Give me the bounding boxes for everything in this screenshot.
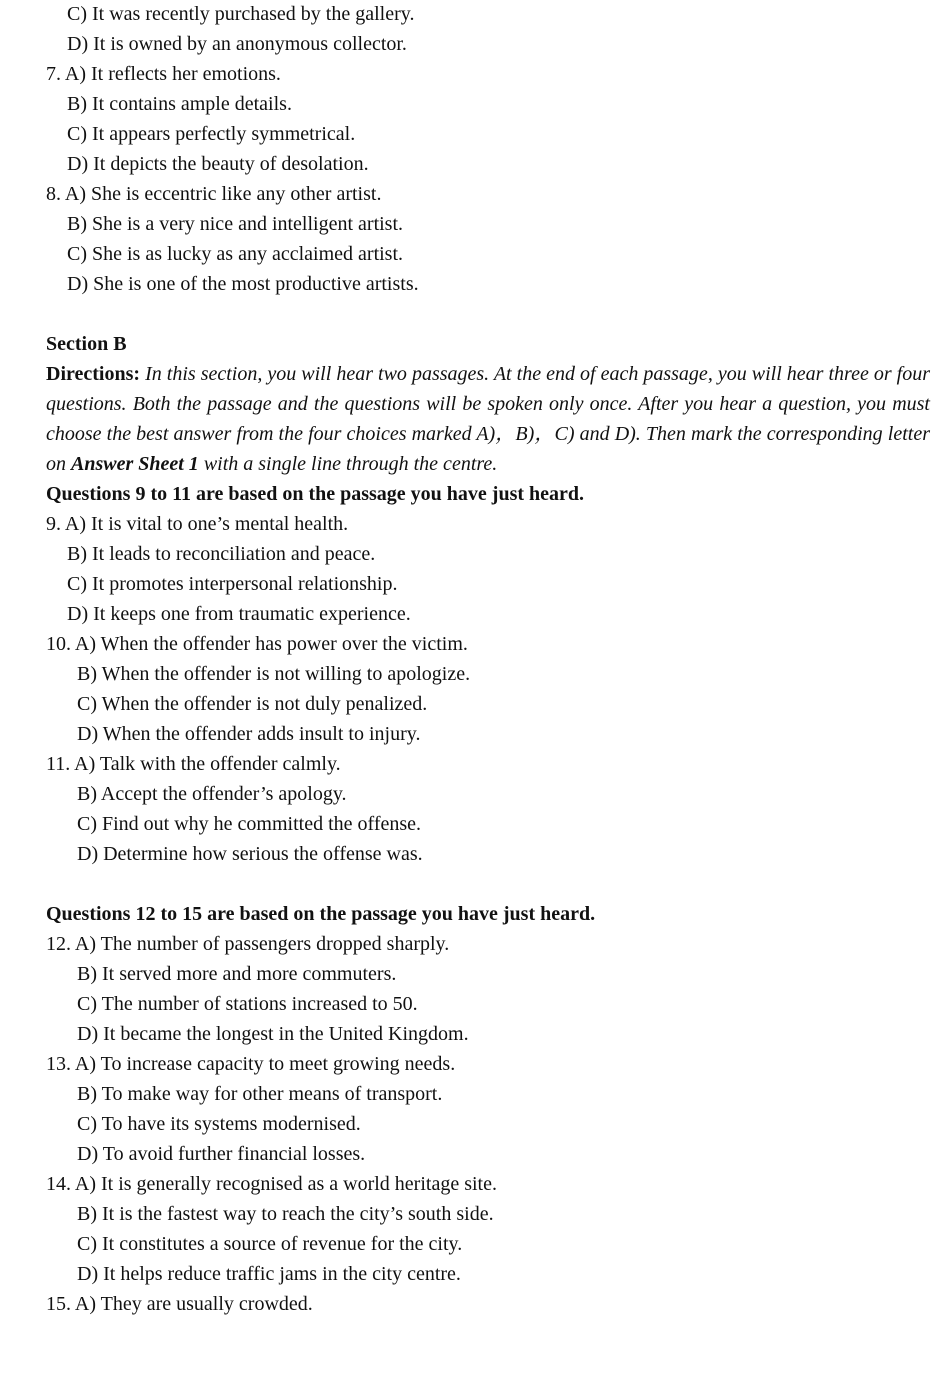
question-12-option-b: B) It served more and more commuters. [77, 963, 397, 985]
question-9-option-c: C) It promotes interpersonal relationship. [67, 573, 398, 595]
question-10-option-a: 10. A) When the offender has power over the victim. [46, 633, 468, 655]
section-title: Section B [46, 333, 127, 355]
question-10-option-c: C) When the offender is not duly penalized. [77, 693, 428, 715]
group-heading-12-15: Questions 12 to 15 are based on the passage you have just heard. [46, 903, 596, 925]
directions-paragraph [46, 359, 930, 479]
question-15-option-a: 15. A) They are usually crowded. [46, 1293, 313, 1315]
question-7-option-c: C) It appears perfectly symmetrical. [67, 123, 356, 145]
question-10-option-b: B) When the offender is not willing to apologize. [77, 663, 471, 685]
question-8-option-b: B) She is a very nice and intelligent artist. [67, 213, 404, 235]
question-11-option-d: D) Determine how serious the offense was. [77, 843, 423, 865]
question-8-option-a: 8. A) She is eccentric like any other artist. [46, 183, 382, 205]
exam-page [46, 0, 930, 1319]
question-9-option-b: B) It leads to reconciliation and peace. [67, 543, 376, 565]
directions-text-end: with a single line through the centre. [203, 453, 498, 475]
question-11-option-c: C) Find out why he committed the offense. [77, 813, 422, 835]
option-6d: D) It is owned by an anonymous collector. [67, 33, 407, 55]
question-12-option-c: C) The number of stations increased to 50. [77, 993, 418, 1015]
group-heading-9-11: Questions 9 to 11 are based on the passage you have just heard. [46, 483, 585, 505]
question-13-option-a: 13. A) To increase capacity to meet growing needs. [46, 1053, 456, 1075]
question-13-option-b: B) To make way for other means of transport. [77, 1083, 443, 1105]
question-7-option-d: D) It depicts the beauty of desolation. [67, 153, 369, 175]
question-11-option-b: B) Accept the offender’s apology. [77, 783, 347, 805]
question-9-option-a: 9. A) It is vital to one’s mental health. [46, 513, 349, 535]
question-8-option-c: C) She is as lucky as any acclaimed artist. [67, 243, 404, 265]
question-13-option-d: D) To avoid further financial losses. [77, 1143, 366, 1165]
question-11-option-a: 11. A) Talk with the offender calmly. [46, 753, 341, 775]
question-12-option-a: 12. A) The number of passengers dropped sharply. [46, 933, 450, 955]
directions-label: Directions: [46, 363, 141, 385]
question-10-option-d: D) When the offender adds insult to injury. [77, 723, 421, 745]
option-6c: C) It was recently purchased by the gallery. [67, 3, 415, 25]
question-12-option-d: D) It became the longest in the United Kingdom. [77, 1023, 469, 1045]
directions-text: In this section, you will hear two passages. At the end of each passage, you will hear three or four questions. Both the passage and the questions will be spoken only once. After you hear a question, you must choose the best answer from the four choices marked A)，B)，C) and D). Then mark the corresponding letter on [46, 363, 931, 475]
question-14-option-b: B) It is the fastest way to reach the city’s south side. [77, 1203, 494, 1225]
question-13-option-c: C) To have its systems modernised. [77, 1113, 361, 1135]
question-7-option-a: 7. A) It reflects her emotions. [46, 63, 281, 85]
question-14-option-d: D) It helps reduce traffic jams in the city centre. [77, 1263, 461, 1285]
question-7-option-b: B) It contains ample details. [67, 93, 292, 115]
question-9-option-d: D) It keeps one from traumatic experience. [67, 603, 411, 625]
question-8-option-d: D) She is one of the most productive artists. [67, 273, 419, 295]
answer-sheet-label: Answer Sheet 1 [71, 453, 199, 475]
spacer [46, 869, 930, 899]
spacer [46, 299, 930, 329]
question-14-option-c: C) It constitutes a source of revenue for the city. [77, 1233, 463, 1255]
question-14-option-a: 14. A) It is generally recognised as a world heritage site. [46, 1173, 497, 1195]
